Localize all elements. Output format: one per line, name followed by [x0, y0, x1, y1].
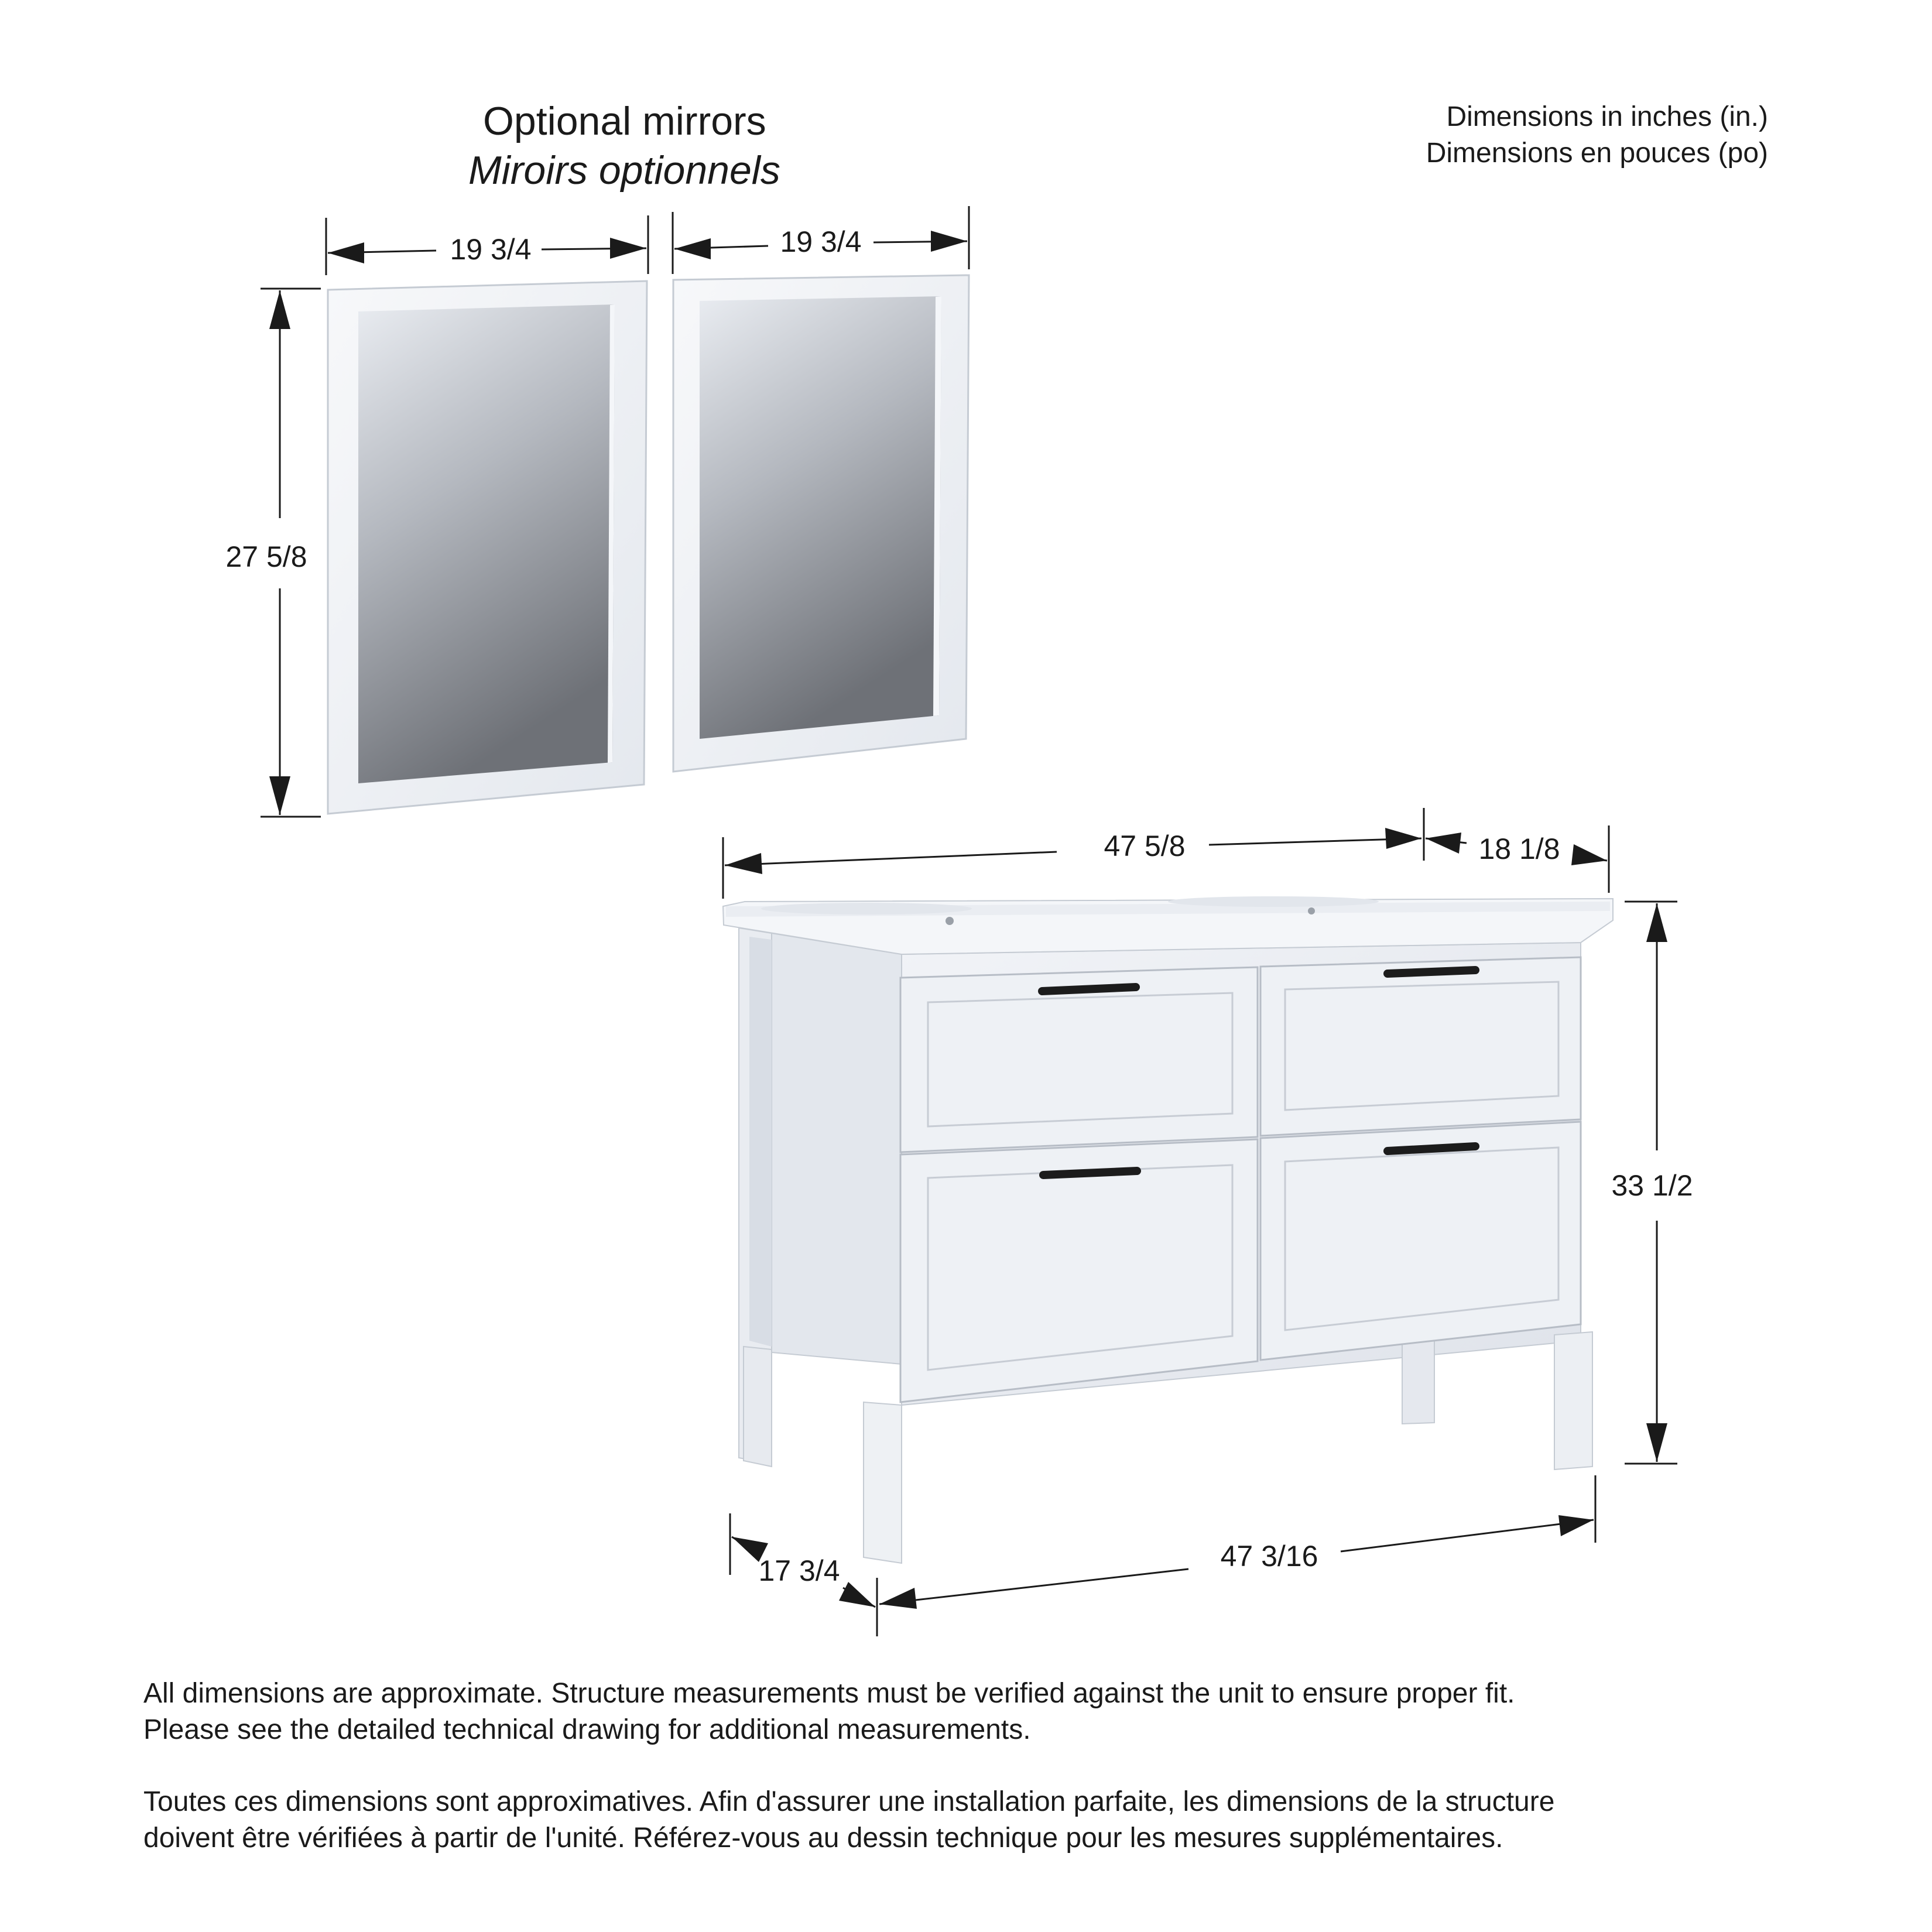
mirrors-title-fr: Miroirs optionnels — [468, 148, 780, 193]
disclaimer-fr-line-2: doivent être vérifiées à partir de l'unité. Référez-vous au dessin technique pour les mesures supplémentaires. — [143, 1823, 1503, 1854]
vanity-base-width-label: 47 3/16 — [1220, 1540, 1318, 1573]
drawer-top-right — [1260, 957, 1581, 1136]
drawer-bottom-right — [1260, 1122, 1581, 1360]
faucet-hole-right — [1308, 907, 1315, 914]
vanity-cabinet — [723, 896, 1613, 1563]
mirror-height-label: 27 5/8 — [225, 540, 307, 573]
disclaimer-en — [143, 1676, 1515, 1748]
basin-left — [761, 903, 972, 914]
disclaimer-fr-line-1: Toutes ces dimensions sont approximatives. Afin d'assurer une installation parfaite, les dimensions de la structure — [143, 1786, 1555, 1817]
units-note-fr: Dimensions en pouces (po) — [1426, 138, 1768, 169]
mirror-left — [328, 281, 647, 814]
faucet-hole-left — [946, 917, 954, 925]
handle-bottom-right — [1388, 1146, 1475, 1151]
disclaimer-en-line-1: All dimensions are approximate. Structure measurements must be verified against the unit to ensure proper fit. — [143, 1678, 1515, 1709]
mirror-left-width-label: 19 3/4 — [450, 233, 532, 266]
vanity-height-label: 33 1/2 — [1611, 1169, 1693, 1202]
vanity-top-width-dimension — [723, 808, 1424, 899]
mirror-right-width-label: 19 3/4 — [780, 225, 862, 258]
units-note-en: Dimensions in inches (in.) — [1446, 101, 1768, 132]
disclaimer-fr — [143, 1784, 1554, 1856]
vanity-base-depth-label: 17 3/4 — [758, 1554, 840, 1587]
handle-top-right — [1388, 970, 1475, 974]
disclaimer-en-line-2: Please see the detailed technical drawing for additional measurements. — [143, 1714, 1031, 1745]
handle-bottom-left — [1043, 1171, 1137, 1175]
mirror-right — [673, 275, 969, 772]
vanity-top-depth-label: 18 1/8 — [1478, 833, 1560, 865]
basin-right — [1168, 896, 1379, 907]
vanity-top-width-label: 47 5/8 — [1104, 830, 1186, 862]
drawer-top-left — [900, 967, 1258, 1152]
handle-top-left — [1042, 987, 1136, 991]
drawer-bottom-left — [900, 1139, 1258, 1402]
mirrors-title: Optional mirrors — [483, 99, 766, 143]
